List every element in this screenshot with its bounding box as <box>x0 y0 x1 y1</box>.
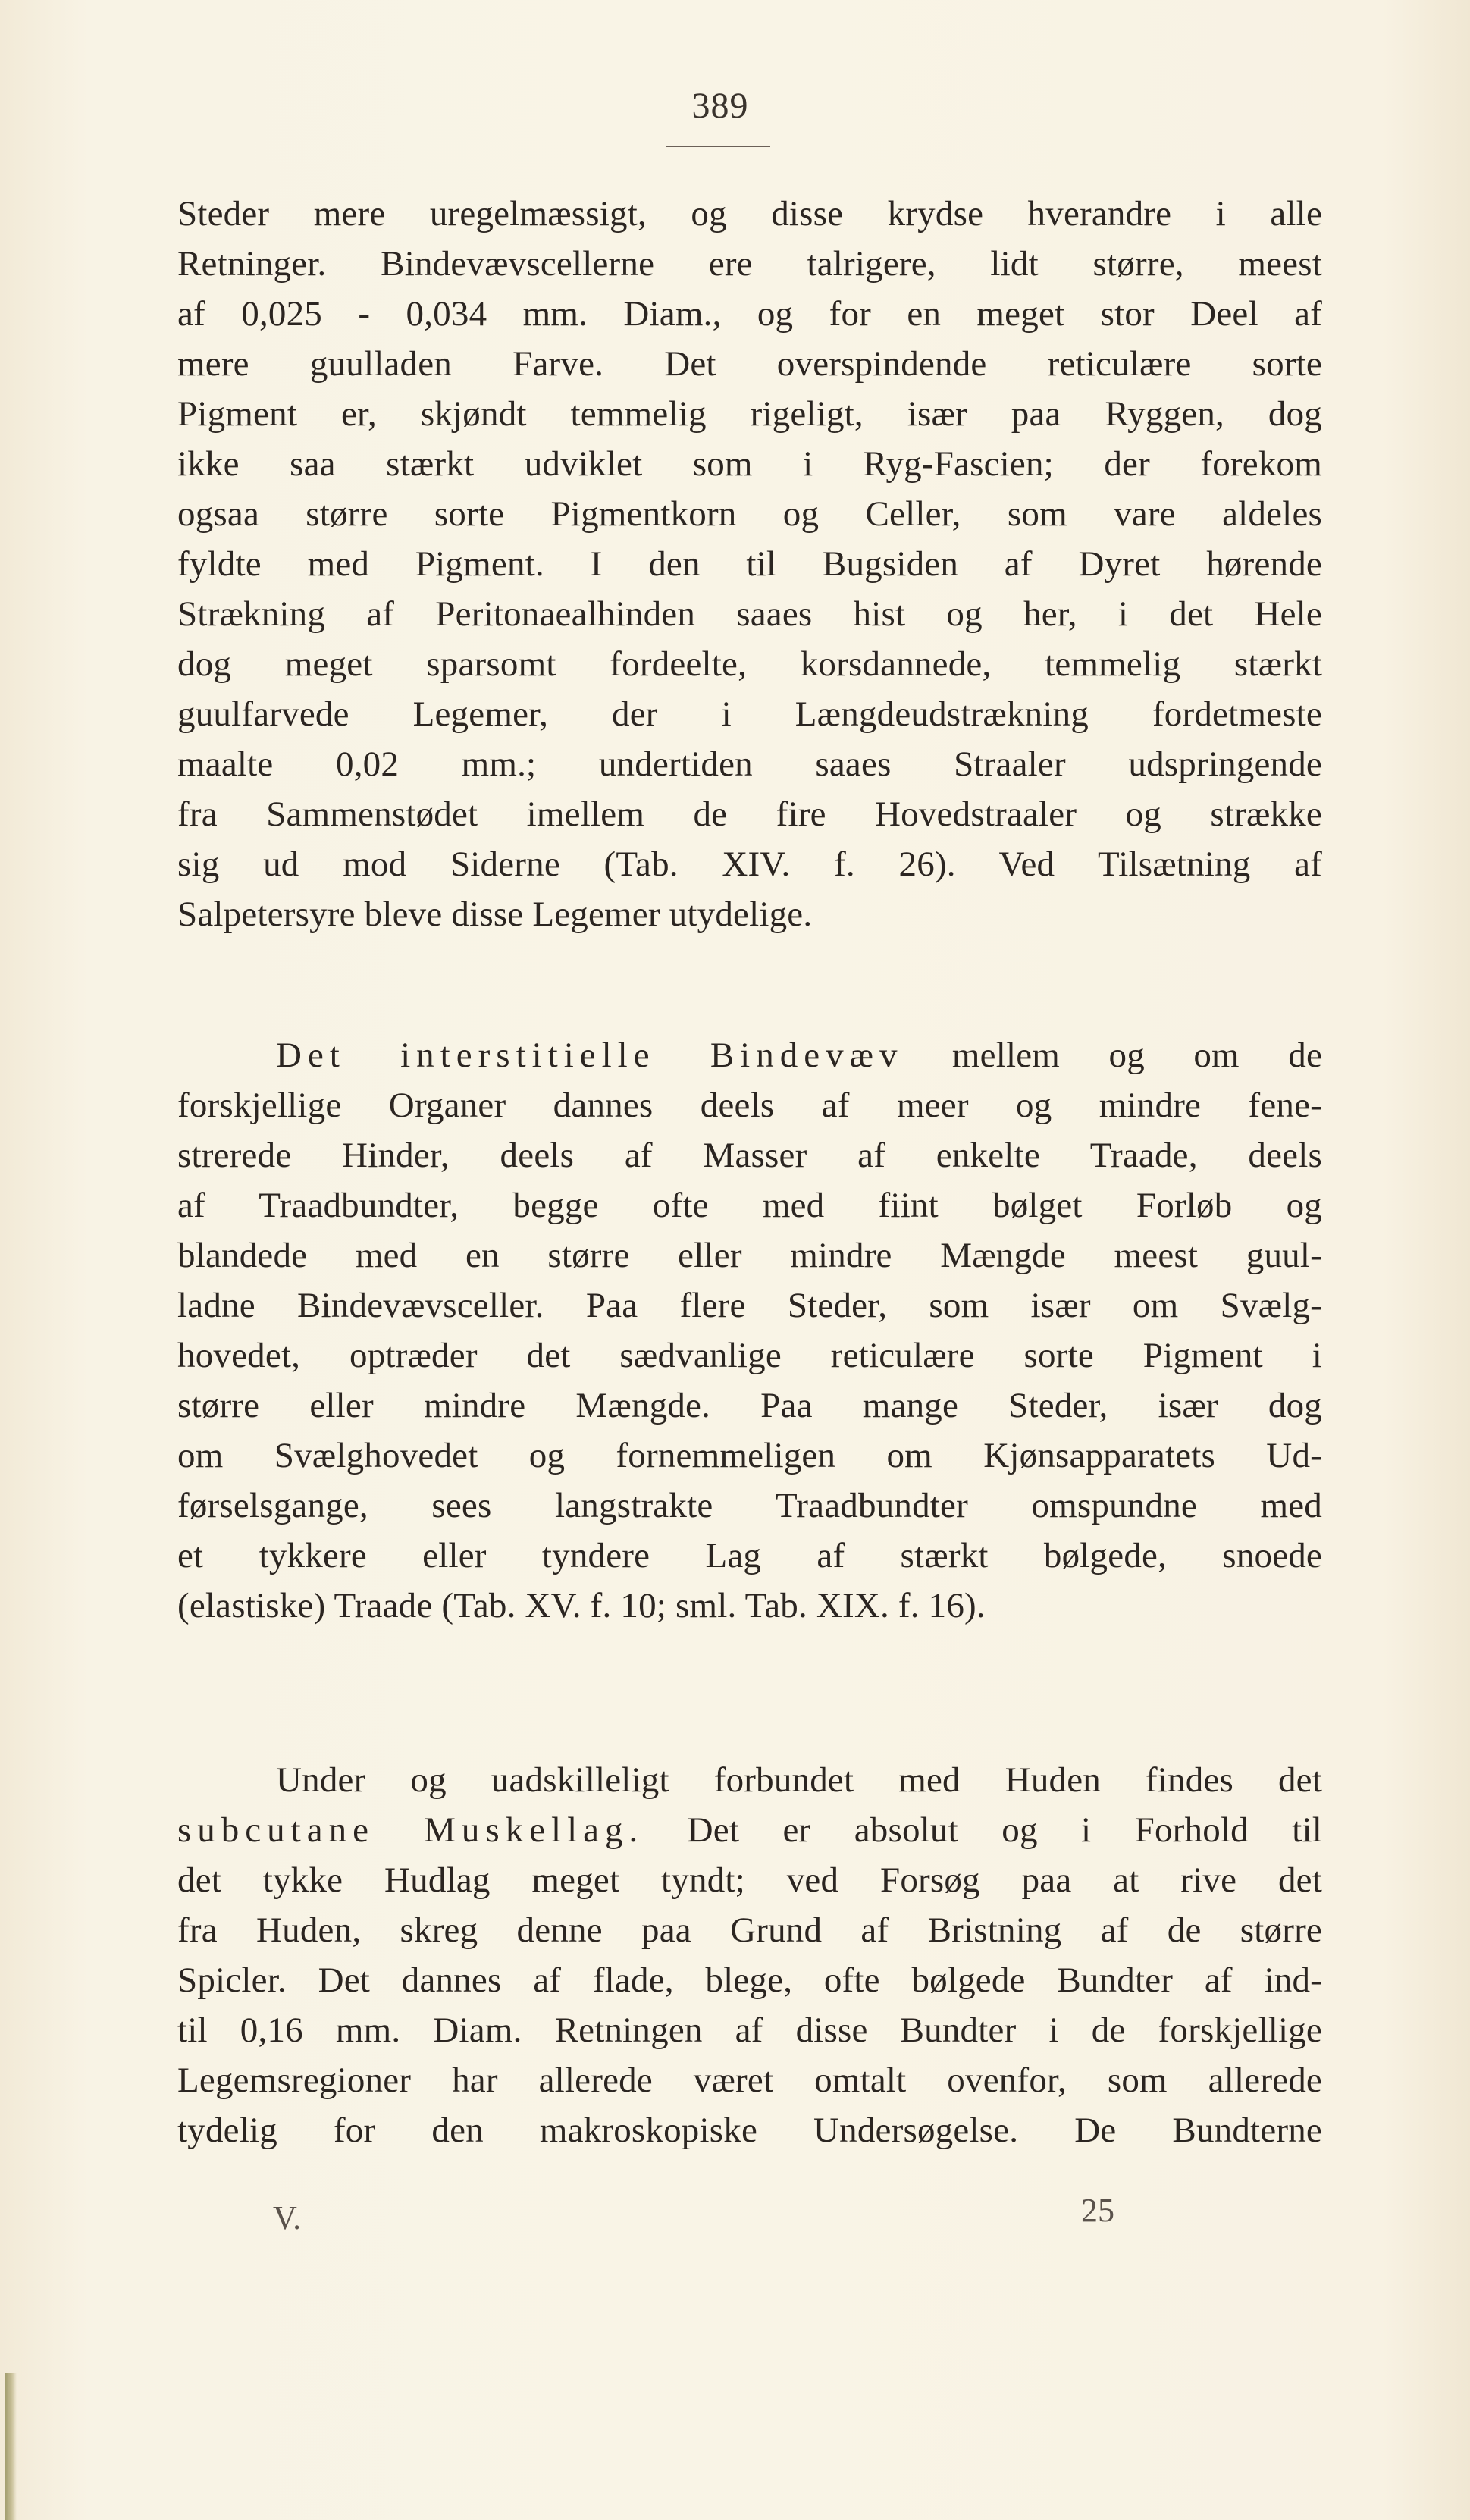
text-line: hovedet, optræder det sædvanlige reticulære sorte Pigment i <box>177 1336 1322 1375</box>
text-line: sig ud mod Siderne (Tab. XIV. f. 26). Ved Tilsætning af <box>177 845 1322 884</box>
text-line: et tykkere eller tyndere Lag af stærkt bølgede, snoede <box>177 1536 1322 1575</box>
text-line: maalte 0,02 mm.; undertiden saaes Straaler udspringende <box>177 744 1322 784</box>
text-line: af 0,025 - 0,034 mm. Diam., og for en meget stor Deel af <box>177 294 1322 334</box>
text-line: førselsgange, sees langstrakte Traadbundter omspundne med <box>177 1486 1322 1525</box>
text-span: mellem og om de <box>951 1036 1323 1075</box>
text-line: forskjellige Organer dannes deels af meer og mindre fene- <box>177 1086 1322 1125</box>
text-line: Steder mere uregelmæssigt, og disse krydse hverandre i alle <box>177 194 1322 234</box>
page-number: 389 <box>691 86 749 126</box>
header-rule <box>666 146 770 147</box>
text-span: Det er absolut og i Forhold til <box>687 1810 1322 1850</box>
text-line: guulfarvede Legemer, der i Længdeudstrækning fordetmeste <box>177 694 1322 734</box>
text-line: af Traadbundter, begge ofte med fiint bølget Forløb og <box>177 1186 1322 1225</box>
text-line: fra Sammenstødet imellem de fire Hovedstraaler og strække <box>177 795 1322 834</box>
text-line: Strækning af Peritonaealhinden saaes hist og her, i det Hele <box>177 594 1322 634</box>
text-line-first <box>276 1033 1322 1083</box>
footer-sheet-number: 25 <box>1081 2192 1114 2229</box>
text-line: Salpetersyre bleve disse Legemer utydelige. <box>177 895 813 934</box>
text-line: blandede med en større eller mindre Mængde meest guul- <box>177 1236 1322 1275</box>
spaced-term: subcutane Muskellag. <box>177 1810 644 1850</box>
text-line: tydelig for den makroskopiske Undersøgelse. De Bundterne <box>177 2111 1322 2150</box>
text-line: mere guulladen Farve. Det overspindende reticulære sorte <box>177 344 1322 384</box>
text-line: større eller mindre Mængde. Paa mange Steder, især dog <box>177 1386 1322 1425</box>
text-line: til 0,16 mm. Diam. Retningen af disse Bundter i de forskjellige <box>177 2011 1322 2050</box>
text-line-first: Under og uadskilleligt forbundet med Huden findes det <box>276 1760 1322 1800</box>
text-line-second <box>177 1807 1322 1857</box>
spaced-term: Det interstitielle Bindevæv <box>276 1036 904 1075</box>
text-line: om Svælghovedet og fornemmeligen om Kjønsapparatets Ud- <box>177 1436 1322 1475</box>
text-line: fra Huden, skreg denne paa Grund af Bristning af de større <box>177 1910 1322 1950</box>
text-line: Pigment er, skjøndt temmelig rigeligt, især paa Ryggen, dog <box>177 394 1322 434</box>
text-line: (elastiske) Traade (Tab. XV. f. 10; sml. Tab. XIX. f. 16). <box>177 1586 986 1625</box>
text-line: Spicler. Det dannes af flade, blege, ofte bølgede Bundter af ind- <box>177 1961 1322 2000</box>
text-line: fyldte med Pigment. I den til Bugsiden af Dyret hørende <box>177 544 1322 584</box>
text-line: ikke saa stærkt udviklet som i Ryg-Fascien; der forekom <box>177 444 1322 484</box>
text-line: ogsaa større sorte Pigmentkorn og Celler, som vare aldeles <box>177 494 1322 534</box>
text-line: strerede Hinder, deels af Masser af enkelte Traade, deels <box>177 1136 1322 1175</box>
text-line: Legemsregioner har allerede været omtalt ovenfor, som allerede <box>177 2061 1322 2100</box>
binding-edge <box>5 2373 17 2520</box>
text-line: dog meget sparsomt fordeelte, korsdannede, temmelig stærkt <box>177 644 1322 684</box>
text-line: Retninger. Bindevævscellerne ere talrigere, lidt større, meest <box>177 244 1322 284</box>
text-line: det tykke Hudlag meget tyndt; ved Forsøg paa at rive det <box>177 1860 1322 1900</box>
text-line: ladne Bindevævsceller. Paa flere Steder, som især om Svælg- <box>177 1286 1322 1325</box>
footer-signature: V. <box>273 2199 302 2236</box>
